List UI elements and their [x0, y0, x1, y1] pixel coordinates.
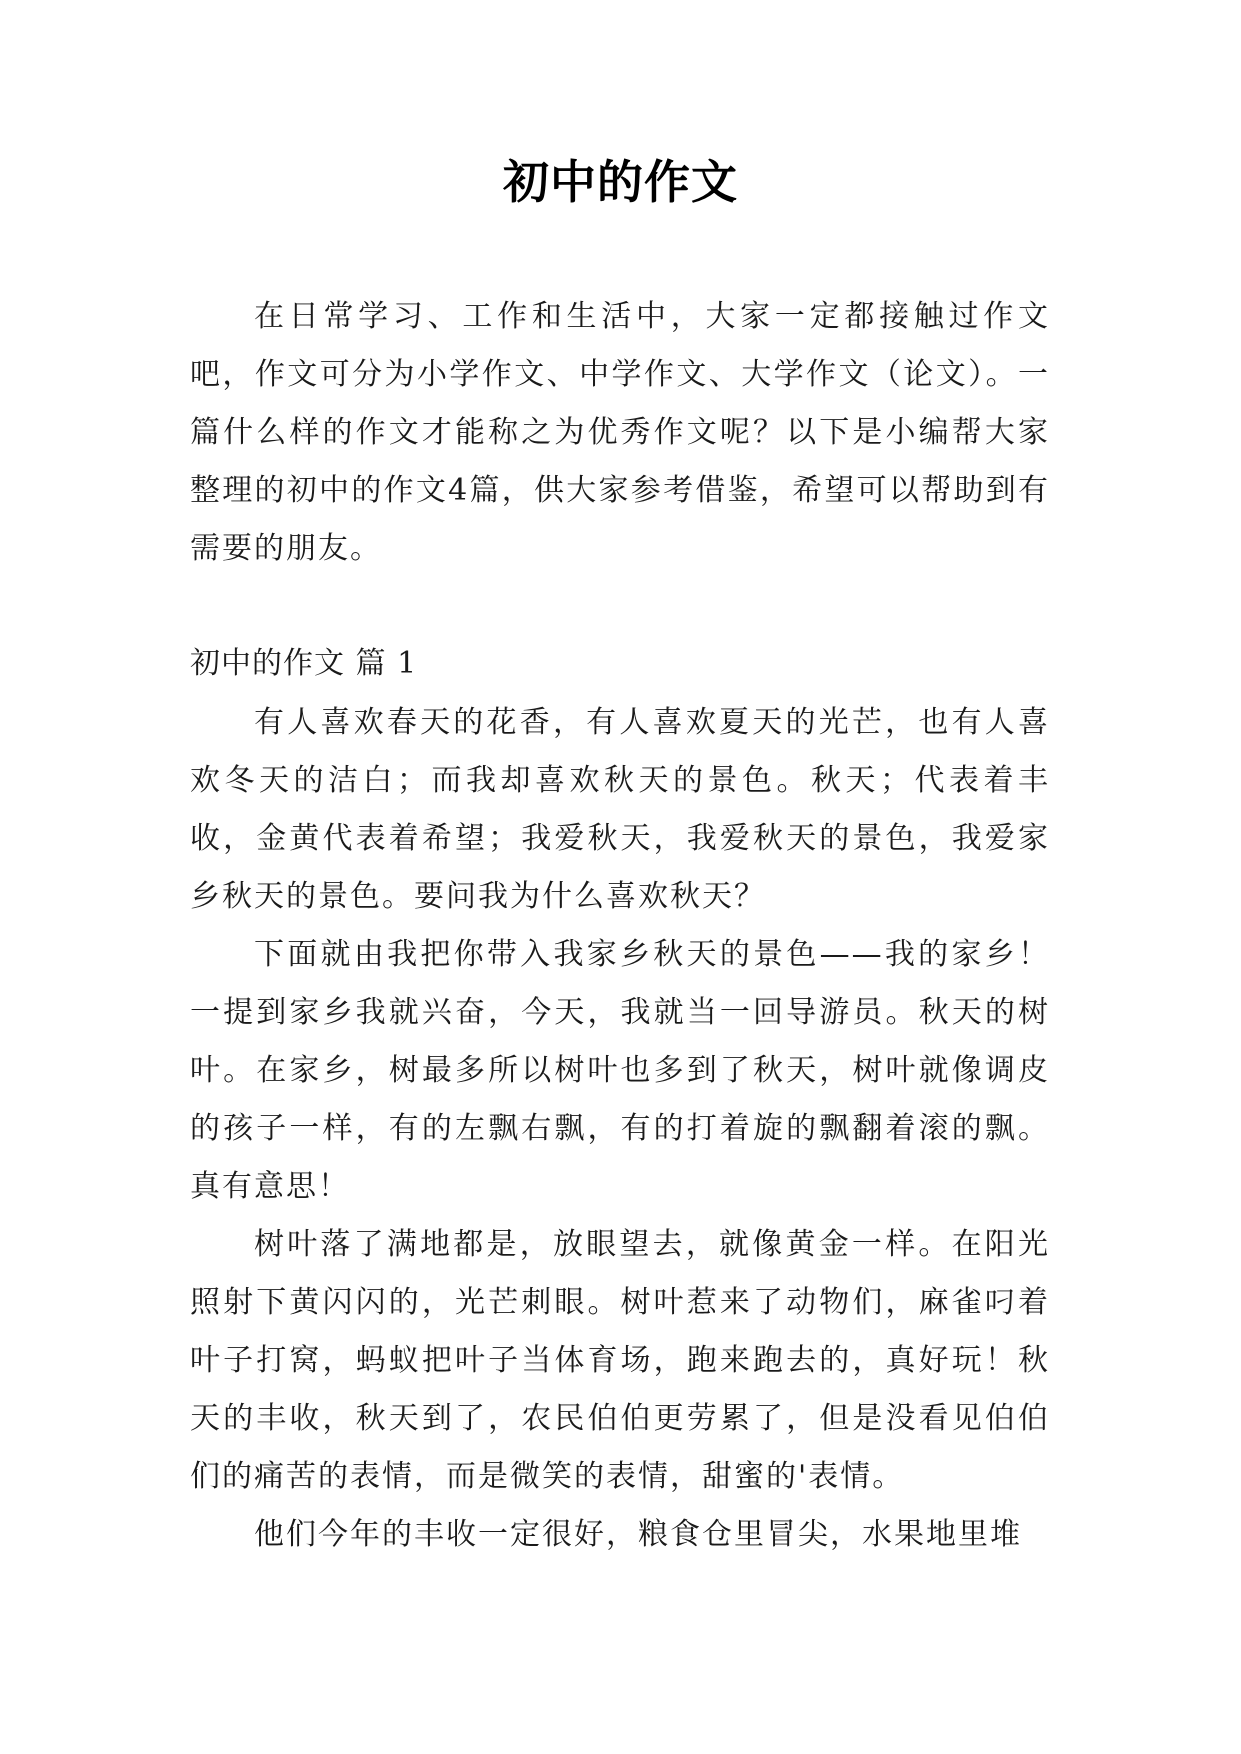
essay-body	[190, 694, 1050, 1564]
essay-paragraph: 有人喜欢春天的花香，有人喜欢夏天的光芒，也有人喜欢冬天的洁白；而我却喜欢秋天的景色。秋天；代表着丰收，金黄代表着希望；我爱秋天，我爱秋天的景色，我爱家乡秋天的景色。要问我为什么喜欢秋天？	[190, 705, 1050, 914]
document-title: 初中的作文	[503, 155, 738, 209]
essay-paragraph: 树叶落了满地都是，放眼望去，就像黄金一样。在阳光照射下黄闪闪的，光芒刺眼。树叶惹来了动物们，麻雀叼着叶子打窝，蚂蚁把叶子当体育场，跑来跑去的，真好玩！秋天的丰收，秋天到了，农民伯伯更劳累了，但是没看见伯伯们的痛苦的表情，而是微笑的表情，甜蜜的'表情。	[190, 1227, 1050, 1494]
section-heading: 初中的作文 篇 1	[190, 646, 418, 681]
intro-paragraph: 在日常学习、工作和生活中，大家一定都接触过作文吧，作文可分为小学作文、中学作文、大学作文（论文）。一篇什么样的作文才能称之为优秀作文呢？以下是小编帮大家整理的初中的作文4篇，供大家参考借鉴，希望可以帮助到有需要的朋友。	[190, 299, 1050, 566]
essay-paragraph: 下面就由我把你带入我家乡秋天的景色——我的家乡！一提到家乡我就兴奋，今天，我就当一回导游员。秋天的树叶。在家乡，树最多所以树叶也多到了秋天，树叶就像调皮的孩子一样，有的左飘右飘，有的打着旋的飘翻着滚的飘。真有意思！	[190, 937, 1050, 1204]
intro-block	[190, 288, 1050, 578]
essay-paragraph: 他们今年的丰收一定很好，粮食仓里冒尖，水果地里堆	[254, 1517, 1022, 1552]
